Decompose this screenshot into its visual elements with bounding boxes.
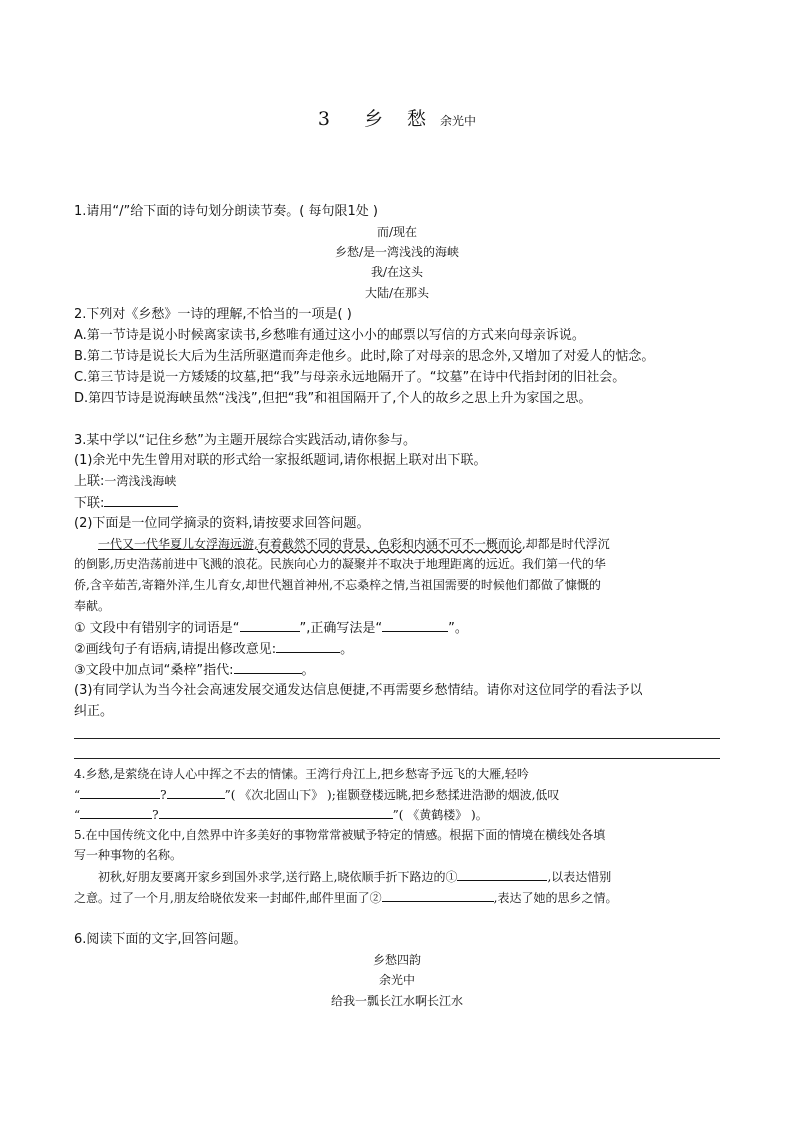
title-author: 余光中 — [440, 114, 477, 128]
sangzi-blank[interactable] — [234, 661, 302, 674]
item-blank-2[interactable] — [382, 889, 494, 902]
correct-word-blank[interactable] — [382, 619, 448, 632]
q1-poem-line-2: 乡愁/是一湾浅浅的海峡 — [334, 245, 460, 259]
q4-quote-open: “ — [74, 788, 81, 802]
q4-line-2 — [74, 786, 559, 804]
q5-line-1: 5.在中国传统文化中,自然界中许多美好的事物常常被赋予特定的情感。根据下面的情境在横线处各填 — [74, 828, 606, 842]
passage-underlined-sentence: 有着截然不同的背景、色彩和内涵不可不一概而论 — [257, 537, 522, 551]
page-title — [0, 104, 794, 131]
lesson-number: 3 — [317, 108, 331, 130]
passage-line-1-end: ,却都是时代浮沉 — [521, 537, 610, 551]
item3-prompt: ③文段中加点词“桑梓”指代: — [74, 663, 234, 678]
poem-blank-4[interactable] — [159, 806, 393, 819]
passage-line-4: 奉献。 — [74, 599, 111, 613]
title-char-1: 乡 — [364, 108, 384, 130]
q1-poem-line-4: 大陆/在那头 — [364, 286, 430, 300]
revision-blank[interactable] — [276, 640, 340, 653]
q3-sub3-line-2: 纠正。 — [74, 704, 114, 719]
q3-sub2: (2)下面是一位同学摘录的资料,请按要求回答问题。 — [74, 516, 370, 531]
q6-stem: 6.阅读下面的文字,回答问题。 — [74, 932, 247, 947]
q5-letter-end: ,表达了她的思乡之情。 — [493, 891, 618, 905]
q5-line-3 — [98, 868, 611, 886]
poem-blank-2[interactable] — [167, 786, 225, 799]
q1-poem-line-3: 我/在这头 — [370, 265, 424, 279]
lower-couplet-label: 下联: — [74, 496, 105, 511]
poem-author: 余光中 — [378, 973, 415, 987]
passage-line-3: 侨,含辛茹苦,寄籍外洋,生儿育女,却世代翘首神州,不忘桑梓之情,当祖国需要的时候他们都做了慷慨的 — [74, 578, 601, 592]
q1-poem-line-1: 而/现在 — [376, 225, 418, 239]
item3-end: 。 — [301, 663, 315, 678]
upper-couplet-label: 上联: — [74, 474, 105, 489]
q5-line-2: 写一种事物的名称。 — [74, 848, 183, 862]
poem-title: 乡愁四韵 — [372, 953, 421, 967]
answer-line-2[interactable] — [74, 758, 720, 759]
item-blank-1[interactable] — [457, 868, 547, 881]
q3-sub1: (1)余光中先生曾用对联的形式给一家报纸题词,请你根据上联对出下联。 — [74, 453, 487, 468]
poem-blank-1[interactable] — [80, 786, 160, 799]
upper-couplet-text: 一湾浅浅海峡 — [104, 474, 177, 488]
q3-sub3-line-1: (3)有同学认为当今社会高速发展交通发达信息便捷,不再需要乡愁情结。请你对这位同学的看法予以 — [74, 683, 643, 698]
item2-end: 。 — [340, 642, 354, 657]
passage-line-2: 的倒影,历史浩荡前进中飞溅的浪花。民族向心力的凝聚并不取决于地理距离的远近。我们第一代的华 — [74, 557, 606, 571]
item1-prompt: ① 文段中有错别字的词语是“ — [74, 621, 240, 636]
item1-middle: ”,正确写法是“ — [299, 621, 383, 636]
title-char-2: 愁 — [407, 108, 427, 130]
q5-scene-end: ,以表达惜别 — [547, 870, 612, 884]
answer-line-1[interactable] — [74, 738, 720, 739]
passage-line-1 — [98, 536, 610, 553]
q4-line-3 — [74, 806, 488, 824]
q5-scene-text: 初秋,好朋友要离开家乡到国外求学,送行路上,晓依顺手折下路边的① — [98, 870, 458, 884]
q4-question-mark-2: ? — [152, 808, 159, 822]
q4-line-2-text: ”( 《次北固山下》 );崔颢登楼远眺,把乡愁揉进浩渺的烟波,低叹 — [224, 788, 560, 802]
q4-quote-open-2: “ — [74, 808, 81, 822]
q5-letter-text: 之意。过了一个月,朋友给晓依发来一封邮件,邮件里面了② — [74, 891, 382, 905]
q4-line-3-text: ”( 《黄鹤楼》 )。 — [392, 808, 488, 822]
lower-couplet-blank[interactable] — [104, 494, 178, 507]
q3-item-1 — [74, 619, 468, 637]
q2-option-b: B.第二节诗是说长大后为生活所驱遣而奔走他乡。此时,除了对母亲的思念外,又增加了对爱人的惦念。 — [74, 349, 655, 364]
typo-word-blank[interactable] — [240, 619, 300, 632]
passage-underlined-start: 一代又一代华夏儿女浮海远游, — [98, 537, 258, 551]
item1-end: ”。 — [448, 621, 468, 636]
q3-stem: 3.某中学以“记住乡愁”为主题开展综合实践活动,请你参与。 — [74, 433, 417, 448]
q3-lower-couplet — [74, 494, 178, 512]
q4-line-1: 4.乡愁,是萦绕在诗人心中挥之不去的情愫。王湾行舟江上,把乡愁寄予远飞的大雁,轻吟 — [74, 767, 529, 781]
poem-blank-3[interactable] — [80, 806, 152, 819]
q2-option-c: C.第三节诗是说一方矮矮的坟墓,把“我”与母亲永远地隔开了。“坟墓”在诗中代指封闭的旧社会。 — [74, 370, 626, 385]
poem-line-1: 给我一瓢长江水啊长江水 — [330, 994, 463, 1008]
q2-option-d: D.第四节诗是说海峡虽然“浅浅”,但把“我”和祖国隔开了,个人的故乡之思上升为家国之思。 — [74, 391, 592, 406]
q2-stem: 2.下列对《乡愁》一诗的理解,不恰当的一项是( ) — [74, 307, 352, 322]
item2-prompt: ②画线句子有语病,请提出修改意见: — [74, 642, 277, 657]
q5-line-4 — [74, 889, 617, 907]
q3-upper-couplet — [74, 473, 176, 490]
q3-item-2 — [74, 640, 353, 658]
q2-option-a: A.第一节诗是说小时候离家读书,乡愁唯有通过这小小的邮票以写信的方式来向母亲诉说。 — [74, 328, 585, 343]
q1-stem: 1.请用“/”给下面的诗句划分朗读节奏。( 每句限1处 ) — [74, 204, 378, 219]
q3-item-3 — [74, 661, 315, 679]
q4-question-mark-1: ? — [160, 788, 167, 802]
